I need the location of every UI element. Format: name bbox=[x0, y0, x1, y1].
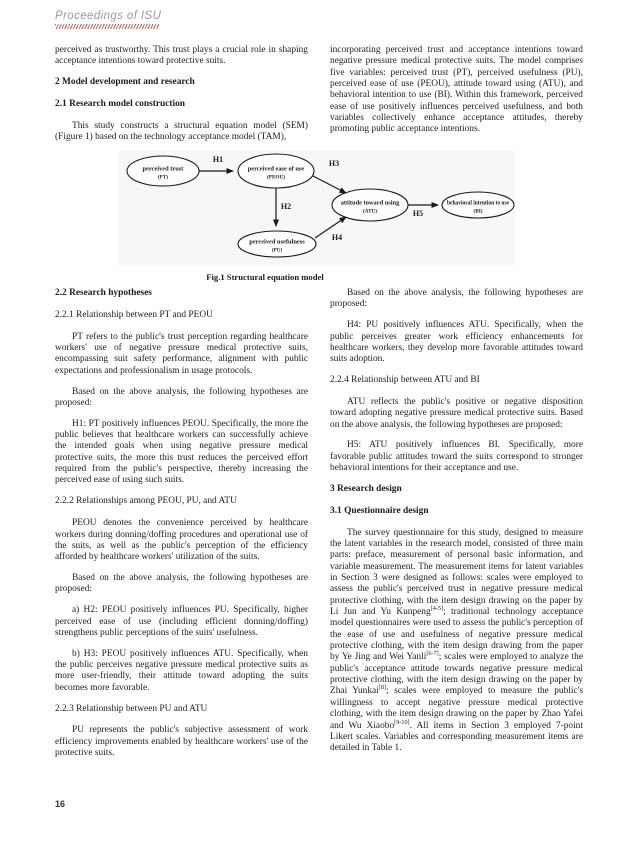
section-heading: 2.2.3 Relationship between PU and ATU bbox=[55, 703, 208, 714]
sem-edge-label-h4: H4 bbox=[331, 233, 343, 242]
section-heading: 3.1 Questionnaire design bbox=[330, 505, 429, 516]
paragraph: incorporating perceived trust and acceptance intentions toward negative pressure medical protective suits. The model comprises five variables: perceived trust (PT), perceived usefulness (PU), perceived ease of use (PEOU), attitude toward using (ATU), and behavioral intention to use (BI). Within this framework, perceived ease of use positively influences perceived usefulness, and both variables collectively enhance acceptance attitudes, thereby promoting public acceptance intentions. bbox=[330, 45, 583, 135]
section-heading: 3 Research design bbox=[330, 483, 402, 494]
hatch-rule-decoration bbox=[55, 24, 159, 29]
section-heading: 2.2.1 Relationship between PT and PEOU bbox=[55, 309, 213, 320]
paragraph: H5: ATU positively influences BI. Specifically, more favorable public attitudes toward the suits correspond to stronger behavioral intentions for their acceptance and use. bbox=[330, 440, 583, 474]
page-number: 16 bbox=[55, 799, 66, 809]
diagram-node-abbr-pu: (PU) bbox=[271, 247, 283, 254]
diagram-node-label-pt: perceived trust bbox=[142, 165, 184, 173]
section-heading: 2.2.4 Relationship between ATU and BI bbox=[330, 375, 480, 386]
diagram-node-label-pu: perceived usefulness bbox=[249, 238, 305, 246]
diagram-node-label-peou: perceived ease of use bbox=[247, 165, 305, 173]
paragraph: PT refers to the public's trust perception regarding healthcare workers' use of negative pressure medical protective suits, encompassing suit safety performance, alignment with public expectations and professionalism in usage protocols. bbox=[55, 331, 308, 376]
paragraph: The survey questionnaire for this study, designed to measure the latent variables in the research model, consisted of three main parts: preface, measurement of personal basic information, and variable measurement. The measurement items for latent variables in Section 3 were designed as follows: scales were employed to assess the public's perceived trust in negative pressure medical protective clothing, with the item design drawing on the paper by Li Jun and Yu Kunpeng[4-5]; traditional technology acceptance model questionnaires were used to assess the public's perception of the ease of use and usefulness of negative pressure medical protective clothing, with the item design drawing from the paper by Ye Jing and Wei Yanli[6-7]; scales were employed to analyze the public's acceptance attitude towards negative pressure medical protective clothing, with the item design drawing on the paper by Zhai Yunkai[8]; scales were employed to measure the public's willingness to accept negative pressure medical protective clothing, with the item design drawing on the paper by Zhao Yafei and Wu Xiaobo[9-10]. All items in Section 3 employed 7-point Likert scales. Variables and corresponding measurement items are detailed in Table 1. bbox=[330, 527, 584, 754]
figure-1-sem-diagram bbox=[118, 151, 515, 266]
citation-superscript: [8] bbox=[378, 684, 387, 692]
section-heading: 2.2 Research hypotheses bbox=[55, 288, 152, 298]
paragraph: This study constructs a structural equation model (SEM) (Figure 1) based on the technology acceptance model (TAM), bbox=[55, 120, 308, 143]
paragraph: PEOU denotes the convenience perceived by healthcare workers during donning/doffing procedures and operational use of the suits, as well as the public's perception of the efficiency afforded by healthcare workers' utilization of the suits. bbox=[55, 518, 308, 563]
paragraph: H1: PT positively influences PEOU. Specifically, the more the public believes that healthcare workers can successfully achieve the intended goals when using negative pressure medical protective suits, the more this trust reduces the perceived effort required from the public's perspective, thereby increasing the perceived ease of using such suits. bbox=[55, 418, 308, 486]
paragraph: ATU reflects the public's positive or negative disposition toward adopting negative pressure medical protective suits. Based on the above analysis, the following hypotheses are proposed: bbox=[330, 396, 583, 430]
right-column-bottom bbox=[330, 288, 583, 764]
section-heading: 2.2.2 Relationships among PEOU, PU, and ATU bbox=[55, 496, 237, 507]
diagram-node-label-bi: behavioral intention to use bbox=[447, 199, 510, 207]
paragraph: PU represents the public's subjective assessment of work efficiency improvements enabled by healthcare workers' use of the protective suits. bbox=[55, 725, 308, 759]
sem-edge-label-h1: H1 bbox=[212, 155, 224, 164]
paragraph: Based on the above analysis, the following hypotheses are proposed: bbox=[55, 573, 308, 595]
sem-edge-label-h5: H5 bbox=[412, 209, 424, 218]
citation-superscript: [6-7] bbox=[426, 650, 439, 658]
diagram-node-label-atu: attitude toward using bbox=[340, 199, 400, 207]
paragraph: a) H2: PEOU positively influences PU. Specifically, higher perceived ease of use (including efficient donning/doffing) strengthens public perceptions of the suits' usefulness. bbox=[55, 605, 308, 638]
figure-caption: Fig.1 Structural equation model bbox=[206, 272, 324, 282]
diagram-node-abbr-peou: (PEOU) bbox=[267, 174, 285, 181]
sem-edge-h3 bbox=[313, 176, 346, 193]
sem-edge-label-h3: H3 bbox=[328, 159, 340, 168]
section-heading: 2 Model development and research bbox=[55, 77, 195, 88]
diagram-node-abbr-atu: (ATU) bbox=[362, 208, 378, 215]
left-column-top bbox=[55, 45, 308, 153]
section-heading: 2.1 Research model construction bbox=[55, 99, 186, 110]
sem-diagram-canvas bbox=[118, 151, 515, 266]
paragraph: Based on the above analysis, the following hypotheses are proposed: bbox=[330, 288, 583, 310]
left-column-bottom bbox=[55, 288, 308, 769]
citation-superscript: [9-10] bbox=[394, 718, 410, 726]
paragraph: b) H3: PEOU positively influences ATU. Specifically, when the public perceives negative pressure medical protective suits as more user-friendly, their attitude toward adopting the suits becomes more favorable. bbox=[55, 648, 308, 693]
paragraph: Based on the above analysis, the following hypotheses are proposed: bbox=[55, 386, 308, 408]
diagram-node-abbr-bi: (BI) bbox=[473, 208, 483, 215]
right-column-top bbox=[330, 45, 583, 145]
journal-name: Proceedings of ISU bbox=[55, 10, 162, 22]
citation-superscript: [4-5] bbox=[430, 604, 444, 612]
journal-header bbox=[55, 10, 161, 29]
sem-edge-label-h2: H2 bbox=[280, 202, 292, 211]
paragraph: perceived as trustworthy. This trust plays a crucial role in shaping acceptance intentions toward protective suits. bbox=[55, 45, 308, 67]
diagram-node-abbr-pt: (PT) bbox=[157, 174, 169, 181]
paragraph: H4: PU positively influences ATU. Specifically, when the public perceives greater work efficiency enhancements for healthcare workers, they develop more favorable attitudes toward suits adoption. bbox=[330, 320, 583, 365]
